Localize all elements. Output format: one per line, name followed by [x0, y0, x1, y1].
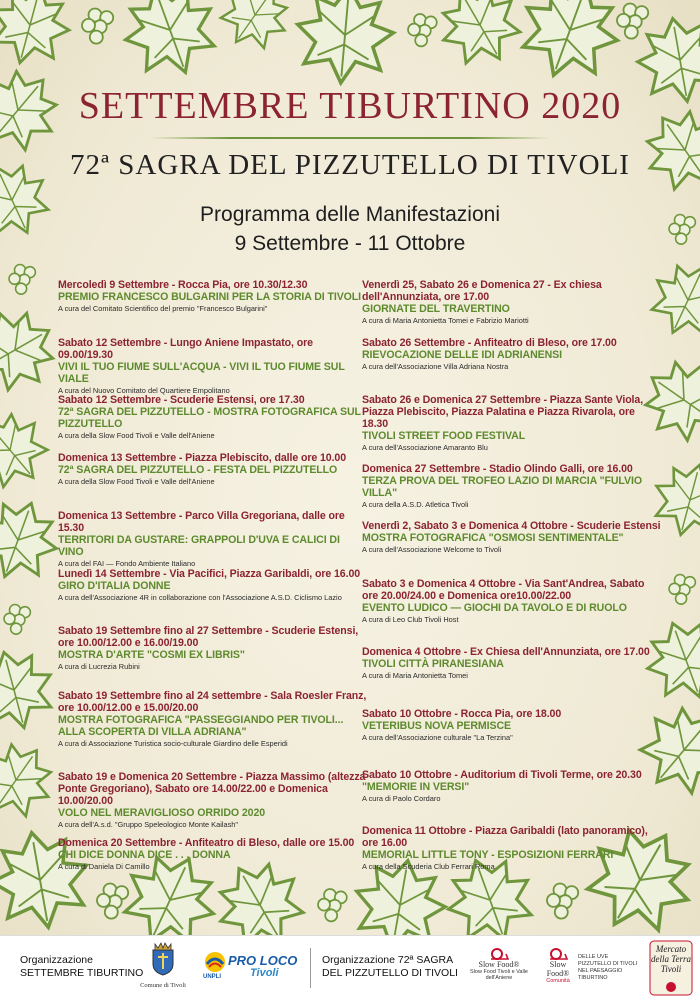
organizer-label: Organizzazione	[20, 954, 93, 966]
event-organizer: A cura della Slow Food Tivoli e Valle dell'Aniene	[58, 477, 215, 486]
slowfood-sub: Slow Food Tivoli e Valle dell'Aniene	[470, 969, 528, 981]
event-organizer: A cura di Leo Club Tivoli Host	[362, 615, 459, 624]
event-item	[58, 394, 368, 441]
event-datetime: Domenica 13 Settembre - Piazza Plebiscito, dalle ore 10.00	[58, 452, 347, 464]
event-organizer: A cura del FAI — Fondo Ambiente Italiano	[58, 559, 196, 568]
event-title: VIVI IL TUO FIUME SULL'ACQUA - VIVI IL TUO FIUME SUL VIALE	[58, 361, 345, 385]
event-datetime: Sabato 19 Settembre fino al 24 settembre - Sala Roesler Franz, ore 10.00/12.00 e 15.00/20.00	[58, 690, 367, 714]
event-datetime: Mercoledì 9 Settembre - Rocca Pia, ore 10.30/12.30	[58, 279, 308, 291]
program-subtitle	[0, 200, 700, 258]
proloco-logo: PRO LOCO	[228, 953, 298, 968]
mercato-label: Mercato della Terra Tivoli	[651, 944, 691, 974]
event-item	[362, 520, 662, 555]
footer-divider	[310, 948, 311, 988]
event-datetime: Domenica 20 Settembre - Anfiteatro di Bleso, dalle ore 15.00	[58, 837, 355, 849]
event-datetime: Sabato 12 Settembre - Scuderie Estensi, ore 17.30	[58, 394, 305, 406]
event-datetime: Sabato 19 Settembre fino al 27 Settembre - Scuderie Estensi, ore 10.00/12.00 e 16.00/19.00	[58, 625, 359, 649]
event-item	[362, 394, 662, 453]
event-item	[58, 771, 368, 830]
event-title: VOLO NEL MERAVIGLIOSO ORRIDO 2020	[58, 807, 266, 819]
event-organizer: A cura di Maria Antonietta Tomei	[362, 671, 468, 680]
event-title: MOSTRA D'ARTE "COSMI EX LIBRIS"	[58, 649, 245, 661]
event-organizer: A cura dell'Associazione Amaranto Blu	[362, 443, 488, 452]
event-item	[58, 568, 368, 603]
event-organizer: A cura di Daniela Di Camillo	[58, 862, 150, 871]
event-datetime: Sabato 26 Settembre - Anfiteatro di Bleso, ore 17.00	[362, 337, 617, 349]
slowfood-tivoli-logo	[463, 948, 535, 981]
title-divider	[150, 137, 550, 139]
unpli-label: UNPLI	[203, 974, 221, 980]
event-title: MOSTRA FOTOGRAFICA "PASSEGGIANDO PER TIVOLI... ALLA SCOPERTA DI VILLA ADRIANA"	[58, 714, 344, 738]
slowfood-comunita-logo	[538, 948, 578, 984]
event-organizer: A cura di Associazione Turistica socio-culturale Giardino delle Esperidi	[58, 739, 288, 748]
event-organizer: A cura di Maria Antonietta Tomei e Fabrizio Mariotti	[362, 316, 529, 325]
organizer-sagra	[322, 954, 458, 980]
proloco-city: Tivoli	[250, 967, 279, 979]
event-organizer: A cura della A.S.D. Atletica Tivoli	[362, 500, 469, 509]
event-item	[362, 646, 662, 681]
slowfood-sub: Comunità	[546, 978, 570, 984]
event-title: TIVOLI STREET FOOD FESTIVAL	[362, 430, 526, 442]
event-title: 72ª SAGRA DEL PIZZUTELLO - MOSTRA FOTOGRAFICA SUL PIZZUTELLO	[58, 406, 361, 430]
event-item	[362, 463, 662, 510]
slowfood-brand: Slow Food®	[478, 960, 520, 969]
event-item	[362, 769, 662, 804]
event-item	[362, 337, 662, 372]
event-datetime: Domenica 11 Ottobre - Piazza Garibaldi (lato panoramico), ore 16.00	[362, 825, 648, 849]
event-datetime: Sabato 3 e Domenica 4 Ottobre - Via Sant'Andrea, Sabato ore 20.00/24.00 e Domenica ore10.00/22.00	[362, 578, 645, 602]
event-item	[58, 452, 368, 487]
event-title: TERZA PROVA DEL TROFEO LAZIO DI MARCIA "FULVIO VILLA"	[362, 475, 642, 499]
event-organizer: A cura della Scuderia Club Ferrari Roma	[362, 862, 495, 871]
sagra-title: 72ª SAGRA DEL PIZZUTELLO DI TIVOLI	[70, 149, 630, 181]
event-organizer: A cura dell'Associazione Villa Adriana Nostra	[362, 362, 509, 371]
event-item	[362, 279, 662, 326]
event-title: GIORNATE DEL TRAVERTINO	[362, 303, 510, 315]
event-datetime: Sabato 10 Ottobre - Rocca Pia, ore 18.00	[362, 708, 562, 720]
event-item	[58, 279, 368, 314]
event-item	[58, 337, 368, 396]
event-organizer: A cura dell'A.s.d. "Gruppo Speleologico Monte Kailash"	[58, 820, 239, 829]
event-item	[58, 690, 368, 749]
comune-label: Comune di Tivoli	[140, 982, 186, 989]
event-title: CHI DICE DONNA DICE . . . DONNA	[58, 849, 231, 861]
event-item	[362, 708, 662, 743]
event-item	[362, 578, 662, 625]
event-datetime: Venerdì 25, Sabato 26 e Domenica 27 - Ex chiesa dell'Annunziata, ore 17.00	[362, 279, 602, 303]
event-datetime: Domenica 4 Ottobre - Ex Chiesa dell'Annunziata, ore 17.00	[362, 646, 650, 658]
unpli-logo-icon	[203, 950, 227, 974]
event-datetime: Domenica 27 Settembre - Stadio Olindo Galli, ore 16.00	[362, 463, 633, 475]
organizer-label: Organizzazione 72ª SAGRA	[322, 954, 454, 966]
event-title: MOSTRA FOTOGRAFICA "OSMOSI SENTIMENTALE"	[362, 532, 624, 544]
event-title: RIEVOCAZIONE DELLE IDI ADRIANENSI	[362, 349, 562, 361]
event-organizer: A cura del Comitato Scientifico del premio "Francesco Bulgarini"	[58, 304, 268, 313]
event-title: GIRO D'ITALIA DONNE	[58, 580, 171, 592]
festival-title: SETTEMBRE TIBURTINO 2020	[78, 85, 622, 127]
event-datetime: Sabato 10 Ottobre - Auditorium di Tivoli Terme, ore 20.30	[362, 769, 642, 781]
sponsor-footer	[0, 935, 700, 1000]
event-datetime: Sabato 26 e Domenica 27 Settembre - Piazza Sante Viola, Piazza Plebiscito, Piazza Palatina e Piazza Rivarola, ore 18.30	[362, 394, 644, 430]
event-item	[362, 825, 662, 872]
event-organizer: A cura di Lucrezia Rubini	[58, 662, 140, 671]
event-organizer: A cura dell'Associazione culturale "La Terzina"	[362, 733, 513, 742]
event-title: TERRITORI DA GUSTARE: GRAPPOLI D'UVA E CALICI DI VINO	[58, 534, 340, 558]
event-organizer: A cura dell'Associazione Welcome to Tivoli	[362, 545, 502, 554]
organizer-settembre	[20, 954, 143, 980]
event-item	[58, 510, 368, 569]
event-title: "MEMORIE IN VERSI"	[362, 781, 470, 793]
event-organizer: A cura del Nuovo Comitato del Quartiere Empolitano	[58, 386, 230, 395]
program-dates: 9 Settembre - 11 Ottobre	[234, 232, 466, 255]
event-title: 72ª SAGRA DEL PIZZUTELLO - FESTA DEL PIZZUTELLO	[58, 464, 338, 476]
organizer-name: SETTEMBRE TIBURTINO	[20, 967, 144, 979]
organizer-name: DEL PIZZUTELLO DI TIVOLI	[322, 967, 458, 979]
event-datetime: Sabato 19 e Domenica 20 Settembre - Piazza Massimo (altezza Ponte Gregoriano), Sabato ore 14.00/22.00 e Domenica 10.00/20.00	[58, 771, 366, 807]
slowfood-brand: Slow Food®	[546, 960, 570, 978]
snail-icon	[548, 948, 568, 960]
event-datetime: Lunedì 14 Settembre - Via Pacifici, Piazza Garibaldi, ore 16.00	[58, 568, 361, 580]
event-datetime: Venerdì 2, Sabato 3 e Domenica 4 Ottobre - Scuderie Estensi	[362, 520, 661, 532]
program-label: Programma delle Manifestazioni	[200, 203, 500, 226]
snail-icon	[489, 948, 509, 960]
event-title: EVENTO LUDICO — GIOCHI DA TAVOLO E DI RUOLO	[362, 602, 627, 614]
event-title: TIVOLI CITTÀ PIRANESIANA	[362, 658, 504, 670]
event-item	[58, 625, 368, 672]
event-title: PREMIO FRANCESCO BULGARINI PER LA STORIA DI TIVOLI	[58, 291, 362, 303]
event-datetime: Domenica 13 Settembre - Parco Villa Gregoriana, dalle ore 15.30	[58, 510, 345, 534]
event-organizer: A cura della Slow Food Tivoli e Valle dell'Aniene	[58, 431, 215, 440]
event-organizer: A cura di Paolo Cordaro	[362, 794, 441, 803]
event-title: VETERIBUS NOVA PERMISCE	[362, 720, 511, 732]
comunita-note: DELLE UVE PIZZUTELLO DI TIVOLI NEL PAESAGGIO TIBURTINO	[578, 954, 638, 981]
comune-crest-icon	[150, 942, 176, 976]
event-organizer: A cura dell'Associazione 4R in collaborazione con l'Associazione A.S.D. Ciclismo Lazio	[58, 593, 342, 602]
event-item	[58, 837, 368, 872]
event-title: MEMORIAL LITTLE TONY - ESPOSIZIONI FERRARI	[362, 849, 614, 861]
event-datetime: Sabato 12 Settembre - Lungo Aniene Impastato, ore 09.00/19.30	[58, 337, 313, 361]
